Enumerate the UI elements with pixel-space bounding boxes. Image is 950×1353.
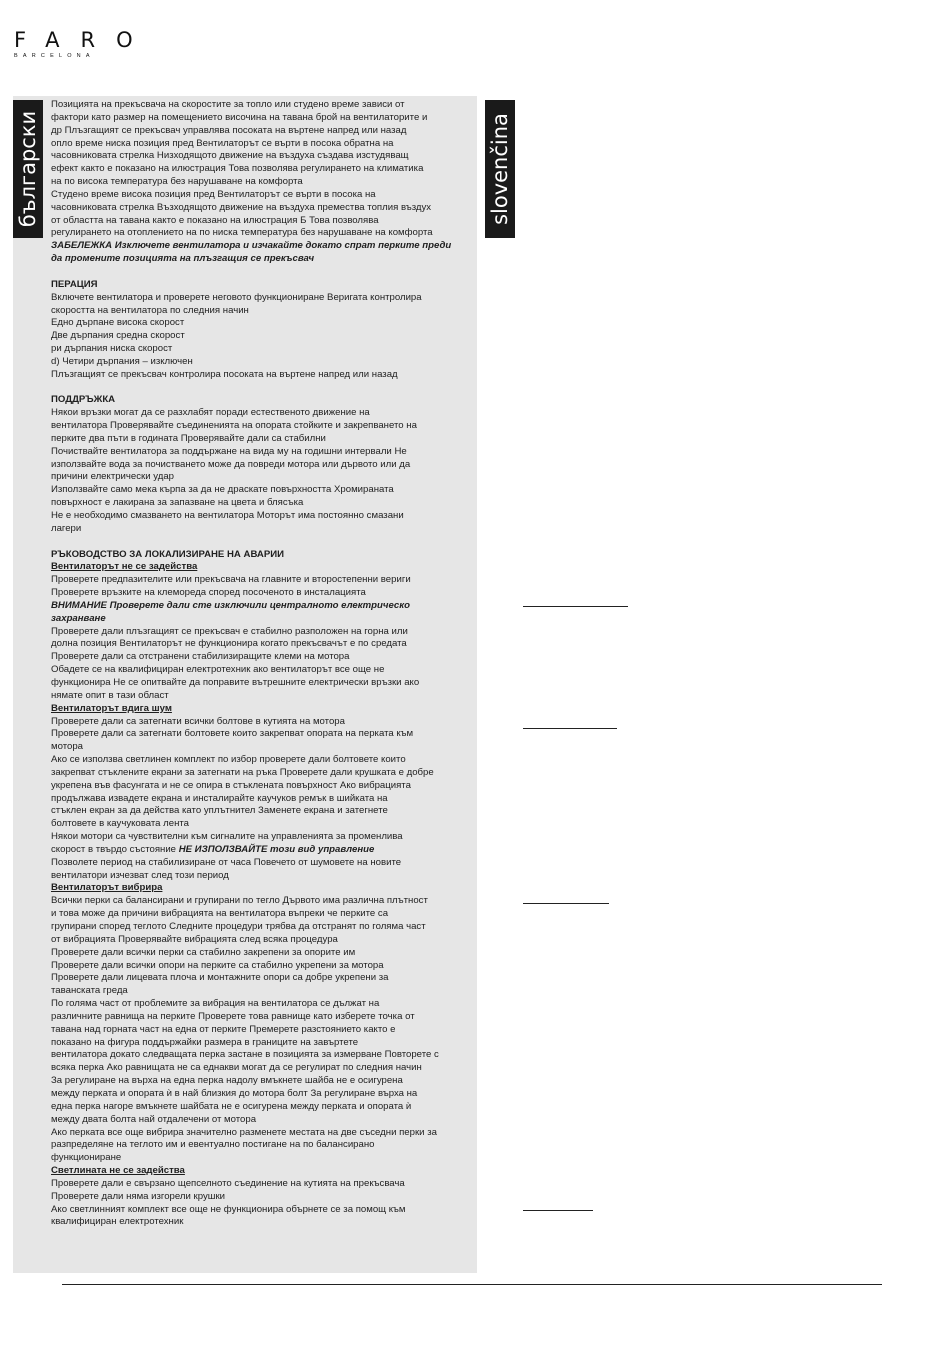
text-line: вентилатори изчезват след този период: [51, 869, 229, 881]
text-line: функционира Не се опитвайте да поправите вътрешните електрически връзки ако: [51, 676, 420, 688]
text-line: от вибрацията Проверявайте вибрацията след всяка процедура: [51, 933, 338, 945]
text-line: Ако се използва светлинен комплект по избор проверете дали болтовете които: [51, 754, 406, 766]
footer-divider: [62, 1284, 882, 1285]
text-line: Проверете дали са затегнати всички болтове в кутията на мотора: [51, 715, 345, 727]
text-line: всяка перка Ако равнищата не са еднакви могат да се регулират по следния начин: [51, 1062, 422, 1074]
text-line: d) Четири дърпания – изключен: [51, 355, 193, 367]
slovak-heading-rule: [523, 903, 609, 904]
troubleshooting-section: [51, 549, 473, 1230]
text-line: Всички перки са балансирани и групирани по тегло Дървото има различна плътност: [51, 895, 428, 907]
maintenance-heading: ПОДДРЪЖКА: [51, 394, 116, 406]
text-line: Плъзгащият се прекъсвач контролира посоката на въртене напред или назад: [51, 368, 398, 380]
text-line: Проверете дали са затегнати болтовете които закрепват опората на перката към: [51, 728, 414, 740]
text-line: ри дърпания ниска скорост: [51, 343, 173, 355]
text-line: разпределяне на теглото им и евентуално постигане на по балансирано: [51, 1139, 375, 1151]
text-line: перките два пъти в годината Проверявайте дали са стабилни: [51, 432, 326, 444]
text-line: Проверете дали няма изгорели крушки: [51, 1190, 226, 1202]
text-line: нямате опит в тази област: [51, 689, 169, 701]
operation-heading: ПЕРАЦИЯ: [51, 278, 98, 290]
logo-brand: FARO: [14, 28, 154, 52]
text-line: Обадете се на квалифициран електротехник ако вентилаторът все още не: [51, 664, 385, 676]
slovak-heading-rule: [523, 1210, 593, 1211]
text-line: различните равнища на перките Проверете това равнище като изберете точка от: [51, 1010, 415, 1022]
text-line: вентилатора Проверявайте съединенията на опората стойките и закрепването на: [51, 420, 417, 432]
text-line: Проверете дали всички опори на перките са стабилно укрепени за мотора: [51, 959, 384, 971]
text-line: Проверете дали всички перки са стабилно закрепени за опорите им: [51, 946, 356, 958]
text-line: Две дърпания средна скорост: [51, 330, 185, 342]
text-line: лагери: [51, 522, 82, 534]
text-line: Почиствайте вентилатора за поддържане на вида му на годишни интервали Не: [51, 445, 407, 457]
text-fragment: скорост в твърдо състояние: [51, 843, 179, 855]
text-line: на по висока температура без нарушаване на комфорта: [51, 176, 303, 188]
text-line: продължава извадете екрана и инсталирайте каучуков ремък в шийката на: [51, 792, 388, 804]
text-line: Проверете връзките на клемореда според посоченото в инсталацията: [51, 587, 366, 599]
text-line: Не е необходимо смазването на вентилатора Моторът има постоянно смазани: [51, 510, 404, 521]
operation-section: [51, 279, 473, 382]
warning-line: захранване: [51, 612, 106, 624]
emphasis-fragment: НЕ ИЗПОЛЗВАЙТЕ този вид управление: [178, 843, 375, 855]
text-line: Позицията на прекъсвача на скоростите за топло или студено време зависи от: [51, 99, 405, 110]
text-line: Някои връзки могат да се разхлабят поради естественото движение на: [51, 407, 370, 419]
text-line: Проверете дали лицевата плоча и монтажните опори са добре укрепени за: [51, 972, 389, 984]
text-line: функциониране: [51, 1152, 122, 1164]
text-line: тавана над горната част на една от перките Премерете разстоянието както е: [51, 1023, 396, 1035]
fan-not-starting-heading: Вентилаторът не се задейства: [51, 561, 198, 573]
text-line: долна позиция Вентилаторът не функционира когато прекъсвачът е по средата: [51, 638, 407, 650]
text-line: опло време ниска позиция пред Вентилаторът се върти в посока обратна на: [51, 137, 394, 149]
slovak-heading-rule: [523, 728, 617, 729]
logo-subtitle: BARCELONA: [14, 53, 95, 59]
note-line: да промените позицията на плъзгащия се прекъсвач: [51, 253, 315, 265]
fan-vibration-heading: Вентилаторът вибрира: [51, 882, 163, 894]
text-line: Ако перката все още вибрира значително разменете местата на две съседни перки за: [51, 1126, 437, 1138]
text-line: Студено време висока позиция пред Вентилаторът се върти в посока на: [51, 188, 376, 200]
text-line: За регулиране на върха на една перка надолу вмъкнете шайба не е осигурена: [51, 1075, 403, 1087]
text-line: между двата болта най отдалечени от мотора: [51, 1113, 257, 1125]
language-tab-bulgarian-label: български: [16, 110, 41, 228]
text-line: Включете вентилатора и проверете неговото функциониране Веригата контролира: [51, 291, 422, 303]
fan-noise-heading: Вентилаторът вдига шум: [51, 702, 172, 714]
text-line: др Плъзгащият се прекъсвач управлява посоката на въртене напред или назад: [51, 124, 407, 136]
text-line: Някои мотори са чувствителни към сигналите на управленията за променлива: [51, 831, 403, 843]
text-line: една перка нагоре вмъкнете шайбата не е осигурена между перката и опората ѝ: [51, 1100, 412, 1112]
text-line: [51, 844, 473, 857]
bulgarian-instructions: [51, 99, 473, 1229]
text-line: Проверете предпазителите или прекъсвача на главните и второстепенни вериги: [51, 574, 411, 586]
text-line: и това може да причини вибрацията на вентилатора въпреки че перките са: [51, 908, 389, 920]
text-line: Ако светлинният комплект все още не функционира обърнете се за помощ към: [51, 1203, 406, 1215]
text-line: скоростта на вентилатора по следния начин: [51, 304, 249, 316]
text-line: Проверете дали е свързано щепселното съединение на кутията на прекъсвача: [51, 1177, 405, 1189]
text-line: Проверете дали плъзгащият се прекъсвач е стабилно разположен на горна или: [51, 625, 408, 637]
maintenance-section: [51, 394, 473, 535]
text-line: показано на фигура поддържайки размера в границите на завъртете: [51, 1036, 359, 1048]
text-line: закрепват стъклените екрани за затегнати на ръка Проверете дали крушката е добре: [51, 766, 434, 778]
intro-section: [51, 99, 473, 266]
text-line: часовниковата стрелка Низходящото движение на въздуха създава изстудяващ: [51, 150, 409, 162]
text-line: болтовете в каучуковата лента: [51, 818, 190, 830]
text-line: укрепена във фасунгата и не се опира в стъклената повърхност Ако вибрацията: [51, 779, 411, 791]
text-line: ефект както е показано на илюстрация Това позволява регулирането на климатика: [51, 163, 424, 175]
text-line: използвайте вода за почистването може да повреди мотора или дървото или да: [51, 458, 411, 470]
text-line: групирани според теглото Следните процедури трябва да отстранят по голяма част: [51, 921, 426, 932]
language-tab-slovak: [485, 100, 515, 238]
language-tab-bulgarian: [13, 100, 43, 238]
text-line: вентилатора докато следващата перка застане в позицията за измерване Повторете с: [51, 1049, 439, 1061]
faro-logo: [14, 30, 154, 59]
text-line: Проверете дали са отстранени стабилизиращите клеми на мотора: [51, 651, 350, 663]
text-line: стъклен екран за да действа като уплътнител Заменете екрана и затегнете: [51, 805, 388, 817]
text-line: регулирането на отоплението на по ниска температура без нарушаване на комфорта: [51, 227, 433, 239]
text-line: По голяма част от проблемите за вибрация на вентилатора се дължат на: [51, 998, 380, 1010]
text-line: фактори като размер на помещението височина на тавана брой на вентилаторите и: [51, 111, 428, 123]
text-line: Едно дърпане висока скорост: [51, 317, 185, 329]
light-not-working-heading: Светлината не се задейства: [51, 1165, 185, 1177]
warning-line: ВНИМАНИЕ Проверете дали сте изключили централното електрическо: [51, 599, 410, 611]
text-line: повърхност е лакирана за запазване на цвета и блясъка: [51, 497, 304, 509]
slovak-heading-rule: [523, 606, 628, 607]
text-line: причини електрически удар: [51, 471, 175, 483]
text-line: часовниковата стрелка Възходящото движение на въздуха премества топлия въздух: [51, 201, 432, 213]
text-line: между перката и опората ѝ в най близкия до мотора болт За регулиране върха на: [51, 1087, 418, 1099]
troubleshooting-heading: РЪКОВОДСТВО ЗА ЛОКАЛИЗИРАНЕ НА АВАРИИ: [51, 548, 285, 560]
text-line: от областта на тавана както е показано на илюстрация Б Това позволява: [51, 214, 379, 226]
text-line: Позволете период на стабилизиране от часа Повечето от шумовете на новите: [51, 856, 402, 868]
language-tab-slovak-label: slovenčina: [488, 113, 512, 225]
text-line: таванската греда: [51, 985, 128, 997]
text-line: Използвайте само мека кърпа за да не драскате повърхността Хромираната: [51, 484, 394, 496]
text-line: квалифициран електротехник: [51, 1216, 184, 1228]
note-line: ЗАБЕЛЕЖКА Изключете вентилатора и изчакайте докато спрат перките преди: [51, 240, 452, 252]
text-line: мотора: [51, 741, 84, 753]
